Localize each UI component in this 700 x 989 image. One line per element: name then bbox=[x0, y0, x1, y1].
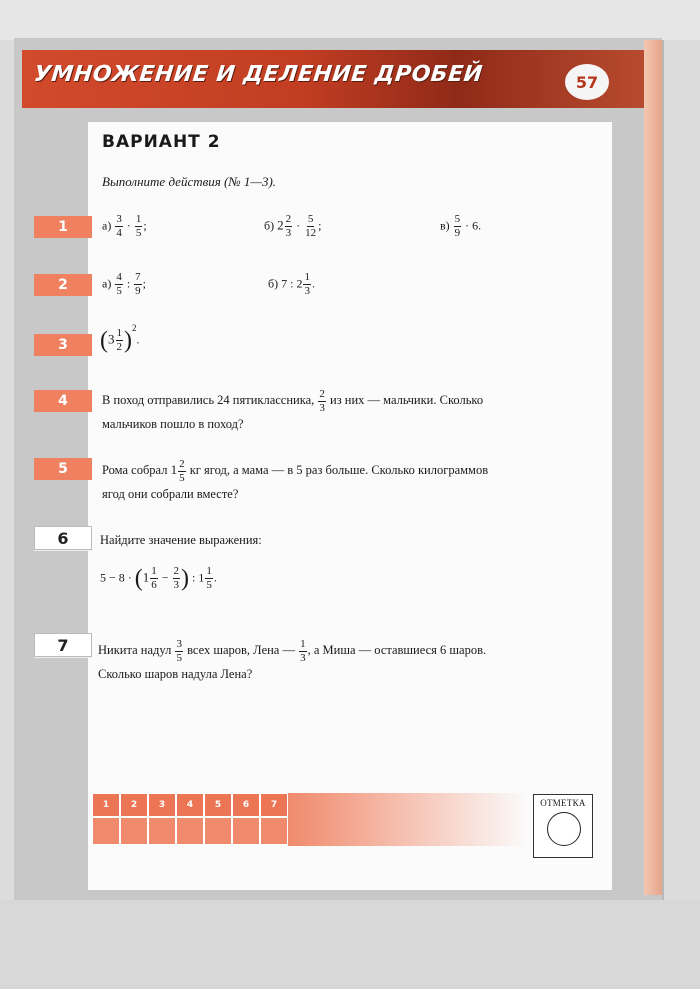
answer-grid bbox=[92, 793, 288, 845]
answer-grid-header-cell: 4 bbox=[176, 793, 204, 817]
task-2b: б) 7 : 2 $\frac{1}{3}$ . bbox=[268, 271, 315, 297]
mark-box bbox=[533, 794, 593, 858]
chapter-title: УМНОЖЕНИЕ И ДЕЛЕНИЕ ДРОБЕЙ bbox=[32, 62, 484, 87]
task-number-2: 2 bbox=[34, 274, 92, 296]
answer-cell[interactable] bbox=[92, 817, 120, 845]
task-7-text: Никита надул $\frac{3}{5}$ всех шаров, Лена — $\frac{1}{3}$ , а Миша — оставшиеся 6 шаров. bbox=[98, 637, 487, 664]
task-6-expression: 5 − 8 · (1 $\frac{1}{6}$ − $\frac{2}{3}$ ) : 1 $\frac{1}{5}$ . bbox=[100, 565, 217, 592]
page-number: 57 bbox=[565, 64, 609, 100]
task-6-prompt: Найдите значение выражения: bbox=[100, 533, 262, 547]
task-number-7: 7 bbox=[34, 633, 92, 657]
fraction: $\frac{1}{5}$ bbox=[206, 565, 212, 591]
answer-grid-header-cell: 1 bbox=[92, 793, 120, 817]
task-number-5: 5 bbox=[34, 458, 92, 480]
task-number-6: 6 bbox=[34, 526, 92, 550]
fraction: $\frac{2}{3}$ bbox=[173, 565, 180, 591]
task-3: (3 $\frac{1}{2}$ )$^2$. bbox=[100, 323, 140, 354]
fraction: $\frac{5}{12}$ bbox=[305, 213, 317, 239]
worksheet bbox=[88, 122, 612, 890]
fraction: $\frac{2}{5}$ bbox=[179, 457, 185, 484]
answer-cell[interactable] bbox=[260, 817, 288, 845]
answer-grid-header-cell: 2 bbox=[120, 793, 148, 817]
task-number-1: 1 bbox=[34, 216, 92, 238]
fraction: $\frac{5}{9}$ bbox=[454, 213, 461, 239]
scan-background-top bbox=[0, 0, 700, 40]
answer-grid-header-cell: 3 bbox=[148, 793, 176, 817]
chapter-header bbox=[22, 50, 644, 108]
fraction: $\frac{2}{3}$ bbox=[319, 387, 325, 414]
task-4-text: В поход отправились 24 пятиклассника, $\frac{2}{3}$ из них — мальчики. Сколько bbox=[102, 387, 484, 414]
answer-grid-fade bbox=[288, 793, 528, 846]
task-1c: в) $\frac{5}{9}$ · 6. bbox=[440, 213, 482, 239]
fraction: $\frac{7}{9}$ bbox=[135, 271, 141, 297]
task-2a: а) $\frac{4}{5}$ : $\frac{7}{9}$ ; bbox=[102, 271, 147, 297]
task-7-text-line2: Сколько шаров надула Лена? bbox=[98, 667, 253, 681]
task-5-text-line2: ягод они собрали вместе? bbox=[102, 487, 239, 501]
mark-label: ОТМЕТКА bbox=[540, 798, 586, 808]
task-5-text: Рома собрал 1 $\frac{2}{5}$ кг ягод, а мама — в 5 раз больше. Сколько килограммов bbox=[102, 457, 489, 484]
fraction: $\frac{3}{5}$ bbox=[176, 637, 182, 664]
task-number-3: 3 bbox=[34, 334, 92, 356]
answer-grid-header-cell: 5 bbox=[204, 793, 232, 817]
book-page-edge bbox=[644, 40, 662, 895]
answer-grid-header bbox=[92, 793, 288, 817]
fraction: $\frac{1}{3}$ bbox=[304, 271, 310, 297]
variant-title: ВАРИАНТ 2 bbox=[102, 132, 221, 152]
task-number-4: 4 bbox=[34, 390, 92, 412]
mark-circle[interactable] bbox=[547, 812, 581, 846]
fraction: $\frac{1}{5}$ bbox=[135, 213, 142, 239]
answer-grid-row bbox=[92, 817, 288, 845]
fraction: $\frac{1}{2}$ bbox=[116, 327, 122, 353]
answer-cell[interactable] bbox=[232, 817, 260, 845]
fraction: $\frac{1}{6}$ bbox=[151, 565, 157, 591]
task-1a: а) $\frac{3}{4}$ · $\frac{1}{5}$ ; bbox=[102, 213, 147, 239]
answer-cell[interactable] bbox=[204, 817, 232, 845]
task-1b: б) 2 $\frac{2}{3}$ · $\frac{5}{12}$ ; bbox=[264, 213, 322, 239]
answer-cell[interactable] bbox=[176, 817, 204, 845]
answer-grid-header-cell: 7 bbox=[260, 793, 288, 817]
fraction: $\frac{3}{4}$ bbox=[116, 213, 122, 239]
fraction: $\frac{1}{3}$ bbox=[300, 637, 306, 664]
scan-background-bottom bbox=[0, 900, 700, 989]
fraction: $\frac{4}{5}$ bbox=[116, 271, 122, 297]
answer-cell[interactable] bbox=[120, 817, 148, 845]
task-4-text-line2: мальчиков пошло в поход? bbox=[102, 417, 244, 431]
answer-grid-header-cell: 6 bbox=[232, 793, 260, 817]
fraction: $\frac{2}{3}$ bbox=[285, 213, 292, 239]
instruction: Выполните действия (№ 1—3). bbox=[102, 174, 277, 189]
answer-cell[interactable] bbox=[148, 817, 176, 845]
